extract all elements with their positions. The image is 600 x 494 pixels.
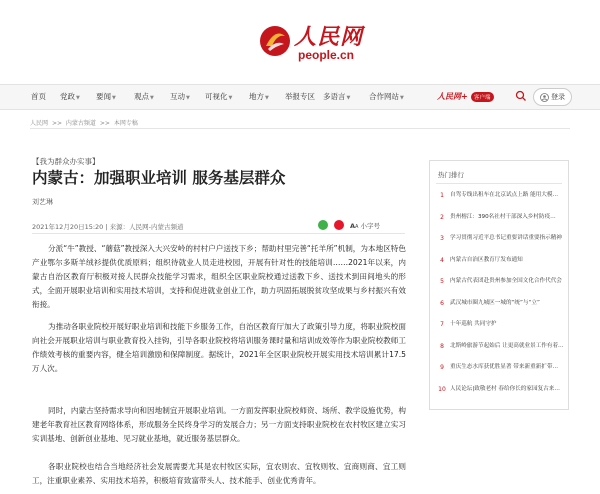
nav-item[interactable] [96,91,116,102]
font-size-large-label: A [350,221,356,230]
hot-ranking-number: 6 [440,299,444,307]
hot-ranking-number: 10 [438,385,446,393]
hot-ranking-number: 3 [440,235,444,242]
hot-ranking-link: 内蒙古自治区教育厅发布通知 [450,256,523,263]
logo-chinese-text: 人民网 [294,24,364,50]
chevron-down-icon: ▼ [186,95,190,101]
hot-ranking-number: 4 [440,256,444,264]
nav-item[interactable] [285,91,315,102]
header [0,0,600,84]
hot-ranking-item[interactable] [438,213,564,231]
article-author: 刘艺琳 [32,198,53,206]
nav-item[interactable] [31,91,46,102]
nav-item[interactable] [369,91,404,102]
hot-ranking-link: 北斯岭旅游节起始后 让更高就业景工作有着… [450,342,564,349]
breadcrumb-separator: >> [99,120,110,127]
hot-ranking-item[interactable] [438,277,564,295]
hot-ranking-number: 8 [440,342,444,350]
nav-item-label: 多语言 [323,92,346,101]
hot-ranking-number: 2 [440,213,444,221]
article-paragraph: 分派“牛”教授、“蘑菇”教授深入大兴安岭的村村户户送技下乡；帮助村里完善“托羊所”机制，为本地区特色产业鄂尔多斯羊绒衫提供优质原料；组织待就业人员走进校园，开展有针对性的技能培训……2021年以来，内蒙古自治区教育厅积极对接人民群众技能学习需求，组织全区职业院校通过送教下乡、送技术到田间地头的形式，全面开展职业培训和实用技术培训，支持和促进就业创业工作，助力巩固拓展脱贫攻坚成果与乡村振兴有效衔接。 [32,244,406,309]
main-nav [0,84,600,110]
hot-ranking-item[interactable] [438,299,564,317]
header-divider [30,128,570,129]
hot-ranking-item[interactable] [438,363,564,381]
article-kicker: 【我为群众办实事】 [32,157,100,166]
article-paragraph: 各职业院校也结合当地经济社会发展需要尤其是农村牧区实际，宜农则农、宜牧则牧、宜商则商、宜工则工，注重职业素养、实用技术培养，积极培育致富带头人、技术能手、创业优秀青年。 [32,462,406,485]
article-tools [318,220,380,230]
hot-ranking-link: 武汉城市圈九城区一城的“统”与“立” [450,299,540,306]
search-icon[interactable] [515,90,527,102]
nav-item-label: 要闻 [96,92,111,101]
nav-item-label: 首页 [31,92,46,101]
nav-item-label: 举报专区 [285,92,315,101]
hot-ranking-link: 重庆生态水库获优胜显著 带来新重新扩带… [450,364,559,370]
logo-emblem-icon [258,24,292,58]
nav-item[interactable] [205,91,232,102]
hot-ranking-item[interactable] [438,234,564,252]
font-size-control[interactable] [350,221,380,230]
article-paragraph: 为推动各职业院校开展好职业培训和技能下乡服务工作，自治区教育厅加大了政策引导力度，将职业院校面向社会开展职业培训与职业教育投入挂钩，引导各职业院校将培训服务课时量和培训成效等作为职业院校教师工作绩效考核的重要内容，健全培训激励和保障制度。据统计，2021年全区职业院校开展实用技术培训累计17.5万人次。 [32,322,406,373]
wechat-share-icon[interactable] [318,220,328,230]
breadcrumb [30,118,140,127]
hot-ranking-panel [429,160,569,410]
hot-ranking-item[interactable] [438,385,564,403]
hot-ranking-title: 热门排行 [438,171,464,179]
login-label: 登录 [551,93,565,101]
breadcrumb-section[interactable]: 本网专稿 [113,120,138,127]
hot-ranking-number: 1 [440,192,444,199]
hot-ranking-number: 9 [440,364,444,371]
chevron-down-icon: ▼ [150,95,154,101]
logo-english-text: people.cn [298,48,355,62]
hot-ranking-item[interactable] [438,256,564,274]
people-cn-logo[interactable] [258,20,368,66]
nav-item-label: 可视化 [205,92,228,101]
chevron-down-icon: ▼ [228,95,233,101]
chevron-down-icon: ▼ [400,95,404,101]
font-size-label: 小字号 [360,221,381,230]
login-button[interactable] [533,88,572,106]
hot-ranking-number: 7 [440,321,444,328]
breadcrumb-home[interactable]: 人民网 [30,120,49,127]
hot-ranking-item[interactable] [438,320,564,338]
chevron-down-icon: ▼ [265,95,269,101]
nav-item-label: 观点 [134,92,149,101]
user-icon [540,93,549,102]
weibo-share-icon[interactable] [334,220,344,230]
hot-ranking-number: 5 [440,278,444,285]
hot-ranking-item[interactable] [438,342,564,360]
hot-ranking-divider [436,183,562,184]
chevron-down-icon: ▼ [76,95,80,101]
hot-ranking-item[interactable] [438,191,564,209]
hot-ranking-link: 贵州榕江：390名社村干部深入乡村防疫… [450,213,556,220]
nav-people-plus-logo[interactable]: 人民网+ [437,91,468,101]
hot-ranking-link: 十年巡航 共同守护 [450,321,497,327]
breadcrumb-separator: >> [51,120,62,127]
article-paragraph: 同时，内蒙古坚持需求导向和因地制宜开展职业培训。一方面发挥职业院校师资、场所、教学设施优势，构建老年教育社区教育网络体系，形成服务全民终身学习的发展合力；另一方面支持职业院校在农村牧区建立实习实训基地、创新创业基地、见习就业基地，就近服务基层群众。 [32,406,406,443]
nav-item[interactable] [134,91,154,102]
chevron-down-icon: ▼ [112,95,116,101]
meta-divider [32,233,405,234]
nav-item-label: 党政 [60,92,75,101]
nav-item[interactable] [323,91,350,102]
hot-ranking-link: 自驾专线出租车在北京试点上路 能用大模… [450,192,559,198]
nav-app-badge[interactable]: 客户端 [471,92,494,102]
nav-item[interactable] [170,91,190,102]
nav-item-label: 地方 [249,92,264,101]
hot-ranking-link: 人民论坛|致敬老村 春给你长的家园复古来… [450,385,560,392]
nav-item[interactable] [249,91,269,102]
font-size-small-label: A [355,223,359,230]
chevron-down-icon: ▼ [346,95,351,101]
hot-ranking-link: 内蒙古代表团赴贵州参加全国文化合作代代会 [450,278,562,284]
nav-item-label: 合作网站 [369,92,399,101]
nav-item[interactable] [60,91,80,102]
article-title: 内蒙古：加强职业培训 服务基层群众 [32,169,286,187]
breadcrumb-channel[interactable]: 内蒙古频道 [65,120,96,127]
article-meta: 2021年12月20日15:20 | 来源：人民网-内蒙古频道 [32,223,184,231]
hot-ranking-link: 学习贯彻习近平总书记重要讲话重要指示精神 [450,235,562,241]
nav-item-label: 互动 [170,92,185,101]
